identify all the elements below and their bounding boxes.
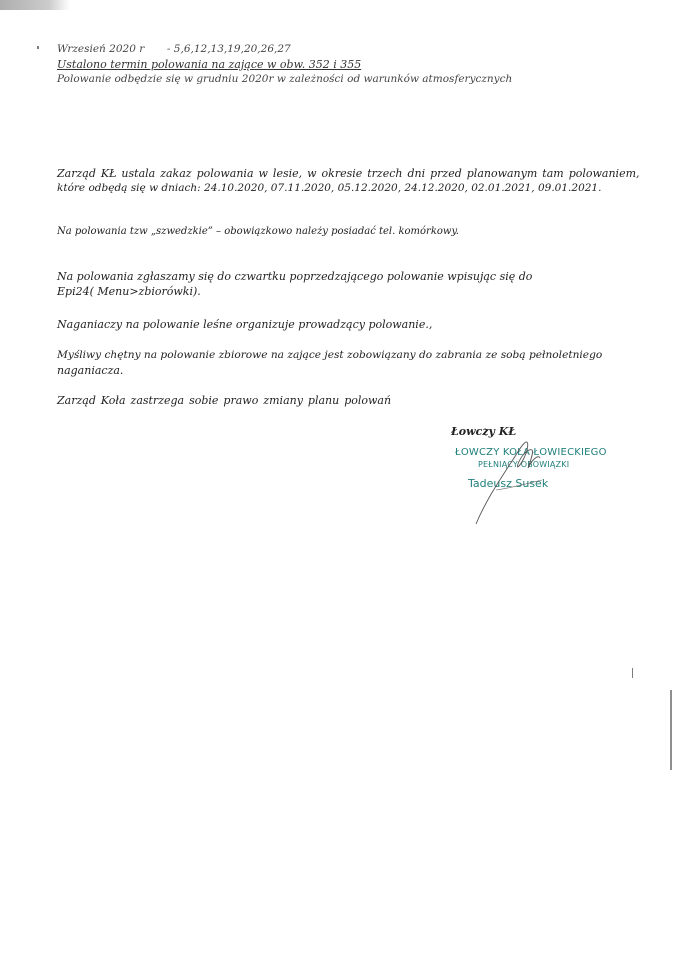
paragraph-signup-line-2: Epi24( Menu>zbiorówki). (57, 285, 201, 298)
handwritten-signature-icon (456, 430, 576, 525)
hunt-note: Polowanie odbędzie się w grudniu 2020r w zależności od warunków atmosferycznych (57, 73, 513, 85)
paragraph-plan-change: Zarząd Koła zastrzega sobie prawo zmiany planu polowań (57, 394, 392, 407)
hunt-title: Ustalono termin polowania na zające w obw. 352 i 355 (57, 58, 362, 71)
paragraph-ban-line-1: Zarząd KŁ ustala zakaz polowania w lesie, w okresie trzech dni przed planowanym tam polowaniem, (57, 167, 640, 180)
paragraph-phone: Na polowania tzw „szwedzkie” – obowiązkowo należy posiadać tel. komórkowy. (57, 226, 459, 237)
stamp-line-1: ŁOWCZY KOŁA ŁOWIECKIEGO (455, 447, 607, 458)
paragraph-hare-line-2: naganiacza. (57, 364, 124, 377)
signature-title: Łowczy KŁ (451, 425, 517, 438)
paragraph-signup-line-1: Na polowania zgłaszamy się do czwartku poprzedzającego polowanie wpisując się do (57, 270, 533, 283)
scan-edge (670, 690, 672, 770)
stamp-line-2: PEŁNIĄCY OBOWIĄZKI (478, 460, 570, 469)
paragraph-ban-line-2: które odbędą się w dniach: 24.10.2020, 07.11.2020, 05.12.2020, 24.12.2020, 02.01.2021, 09.01.2021. (57, 182, 602, 194)
date-line (57, 43, 291, 55)
paragraph-hare-line-1: Myśliwy chętny na polowanie zbiorowe na zające jest zobowiązany do zabrania ze sobą pełnoletniego (57, 349, 603, 361)
stamp-name: Tadeusz Susek (468, 477, 549, 490)
date-numbers: - 5,6,12,13,19,20,26,27 (166, 43, 291, 55)
paragraph-beaters: Naganiaczy na polowanie leśne organizuje prowadzący polowanie., (57, 318, 433, 331)
scan-speck (632, 668, 633, 678)
scan-speck (37, 46, 39, 49)
scan-shadow (0, 0, 70, 10)
date-month: Wrzesień 2020 r (57, 43, 145, 55)
